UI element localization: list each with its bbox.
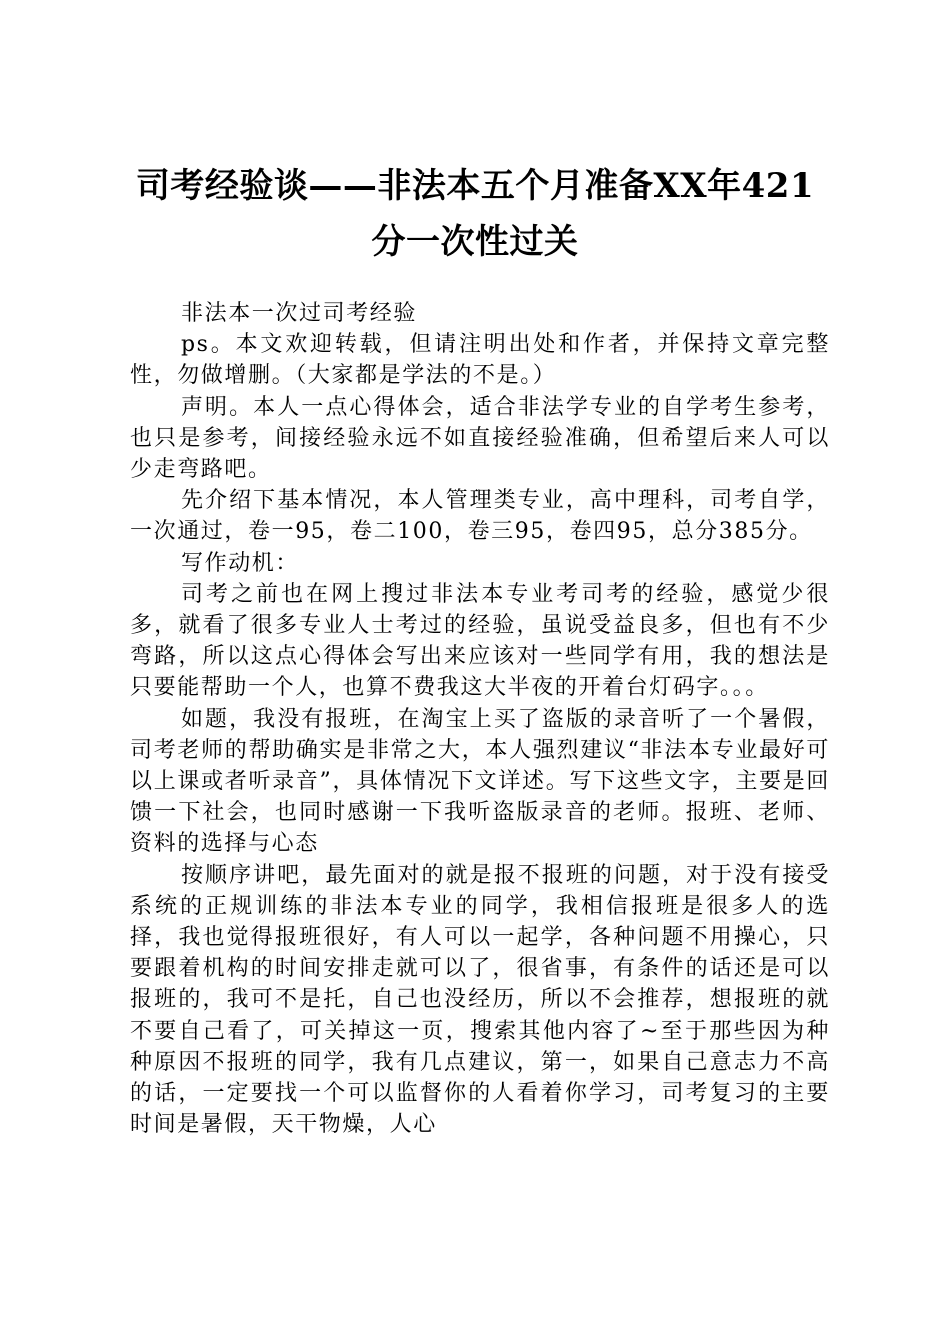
paragraph-subtitle: 非法本一次过司考经验 xyxy=(181,301,418,326)
document-title xyxy=(120,158,830,270)
document-body xyxy=(130,298,830,1140)
title-line-1: 司考经验谈——非法本五个月准备XX年421 xyxy=(135,166,815,206)
title-line-2: 分一次性过关 xyxy=(371,222,579,262)
paragraph-class-choice: 按顺序讲吧，最先面对的就是报不报班的问题，对于没有接受系统的正规训练的非法本专业的同学，我相信报班是很多人的选择，我也觉得报班很好，有人可以一起学，各种问题不用操心，只要跟着机构的时间安排走就可以了，很省事，有条件的话还是可以报班的，我可不是托，自己也没经历，所以不会推荐，想报班的就不要自己看了，可关掉这一页，搜索其他内容了~至于那些因为种种原因不报班的同学，我有几点建议，第一，如果自己意志力不高的话，一定要找一个可以监督你的人看着你学习，司考复习的主要时间是暑假，天干物燥，人心 xyxy=(130,862,830,1138)
paragraph-motivation: 司考之前也在网上搜过非法本专业考司考的经验，感觉少很多，就看了很多专业人士考过的经验，虽说受益良多，但也有不少弯路，所以这点心得体会写出来应该对一些同学有用，我的想法是只要能帮助一个人，也算不费我这大半夜的开着台灯码字。。。 xyxy=(130,581,830,701)
paragraph-background: 先介绍下基本情况，本人管理类专业，高中理科，司考自学，一次通过，卷一95，卷二100，卷三95，卷四95，总分385分。 xyxy=(130,488,830,545)
paragraph-motivation-heading: 写作动机： xyxy=(181,550,300,576)
paragraph-introduction: 如题，我没有报班，在淘宝上买了盗版的录音听了一个暑假，司考老师的帮助确实是非常之大，本人强烈建议“非法本专业最好可以上课或者听录音”，具体情况下文详述。写下这些文字，主要是回馈一下社会，也同时感谢一下我听盗版录音的老师。报班、老师、资料的选择与心态 xyxy=(130,706,830,857)
paragraph-repost-note: ps。本文欢迎转载，但请注明出处和作者，并保持文章完整性，勿做增删。（大家都是学法的不是。） xyxy=(130,332,830,389)
paragraph-statement: 声明。本人一点心得体会，适合非法学专业的自学考生参考，也只是参考，间接经验永远不如直接经验准确，但希望后来人可以少走弯路吧。 xyxy=(130,394,830,483)
